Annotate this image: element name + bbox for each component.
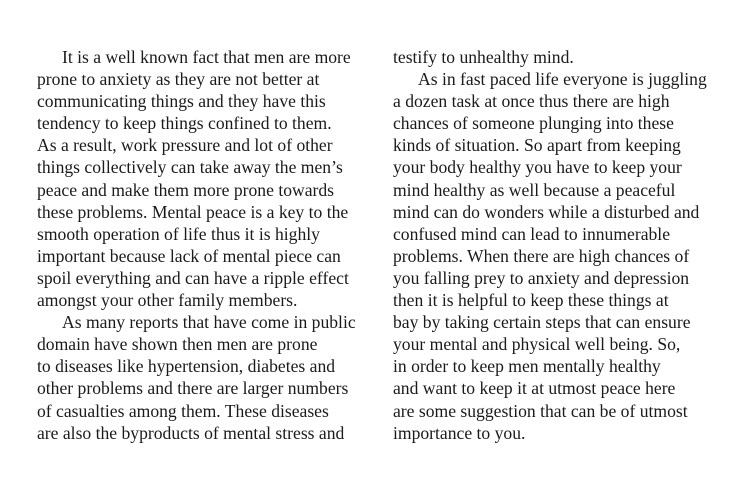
text-line: testify to unhealthy mind.: [393, 47, 574, 67]
text-line: of casualties among them. These diseases: [37, 400, 329, 421]
text-line: important because lack of mental piece can: [37, 245, 341, 266]
text-line: and want to keep it at utmost peace here: [393, 378, 676, 399]
text-line: kinds of situation. So apart from keeping: [393, 135, 681, 156]
text-line: a dozen task at once thus there are high: [393, 91, 670, 112]
text-line: As many reports that have come in public: [62, 312, 356, 333]
text-line: your mental and physical well being. So,: [393, 334, 681, 355]
text-line: prone to anxiety as they are not better at: [37, 69, 320, 90]
text-line: in order to keep men mentally healthy: [393, 356, 661, 377]
text-line: domain have shown then men are prone: [37, 334, 318, 355]
text-column-left: [37, 46, 367, 444]
text-line: then it is helpful to keep these things at: [393, 290, 669, 311]
text-line: As a result, work pressure and lot of other: [37, 135, 333, 156]
text-line: communicating things and they have this: [37, 91, 326, 112]
text-line: bay by taking certain steps that can ensure: [393, 312, 691, 333]
text-line: peace and make them more prone towards: [37, 179, 335, 200]
text-line: chances of someone plunging into these: [393, 113, 674, 134]
text-line: you falling prey to anxiety and depression: [393, 267, 690, 288]
text-line: smooth operation of life thus it is highly: [37, 223, 320, 244]
text-column-right: [393, 46, 723, 444]
text-line: other problems and there are larger numbers: [37, 378, 349, 399]
text-line: these problems. Mental peace is a key to the: [37, 201, 349, 222]
text-line: your body healthy you have to keep your: [393, 157, 682, 178]
text-line: mind can do wonders while a disturbed and: [393, 201, 700, 222]
text-line: It is a well known fact that men are more: [62, 47, 351, 67]
text-line: are also the byproducts of mental stress and: [37, 422, 345, 443]
text-line: to diseases like hypertension, diabetes and: [37, 356, 336, 377]
text-line: mind healthy as well because a peaceful: [393, 179, 676, 200]
text-line: spoil everything and can have a ripple effect: [37, 267, 349, 288]
text-line: are some suggestion that can be of utmost: [393, 400, 688, 421]
text-line: confused mind can lead to innumerable: [393, 223, 671, 244]
text-line: things collectively can take away the men’s: [37, 157, 343, 178]
text-line: amongst your other family members.: [37, 290, 298, 311]
text-line: As in fast paced life everyone is juggling: [418, 69, 707, 90]
text-line: tendency to keep things confined to them.: [37, 113, 332, 134]
text-line: problems. When there are high chances of: [393, 245, 690, 266]
text-line: importance to you.: [393, 422, 526, 443]
